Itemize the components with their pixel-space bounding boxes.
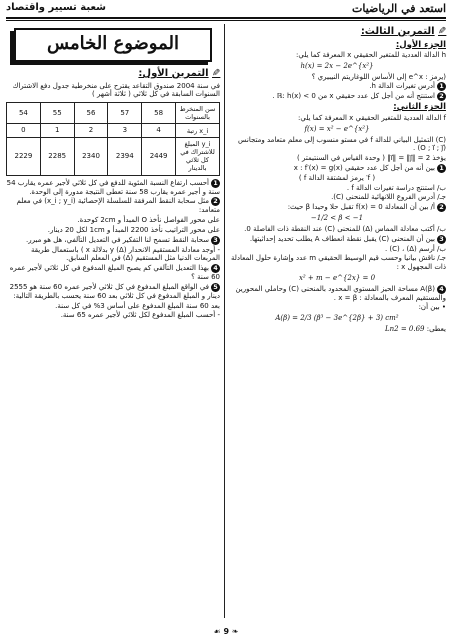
exercise-1-q2: 2مثل سحابة النقط المرفقة للسلسلة الإحصائية (x_i ; y_i) في معلم متعامد: [16, 197, 220, 215]
page-footer [0, 627, 452, 637]
table-row [7, 124, 220, 138]
table-cell: 56 [74, 103, 108, 124]
part-2-q4-show: • بين أن: [418, 303, 446, 312]
left-column [6, 26, 220, 618]
part-2-q3b: ب/ أرسم (Δ) ، (C) . [384, 244, 446, 253]
part-2-title: الجزء الثاني: [393, 102, 446, 113]
table-cell: 57 [108, 103, 142, 124]
part-2-q1: 1بين أنه من أجل كل عدد حقيقي x : f′(x) = g(x) [228, 164, 446, 173]
table-cell: 2340 [74, 138, 108, 176]
pencil-icon: ✎ [437, 26, 446, 37]
page-number: 9 [223, 627, 230, 636]
right-column [228, 26, 446, 618]
beta-inequality: −1/2 < β < −1 [310, 214, 364, 222]
exercise-1-q3a: - أوجد معادلة المستقيم الانحدار (Δ) y بدلالة x ) باستعمال طريقة المربعات الدنيا مثل المستقيم (Δ) في المعلم السابق. [31, 245, 220, 263]
exercise-3-title: ✎ التمرين الثالث: [360, 26, 446, 37]
exercise-1-q2b: على محور التراتيب نأخذ 2200 المبدأ و 1cm لكل 20 دينار. [47, 225, 220, 234]
pension-table [6, 102, 220, 176]
m-equation: x² + m − e^{2x} = 0 [298, 273, 376, 282]
table-cell: 2394 [108, 138, 142, 176]
h-formula: h(x) = 2x − 2e^{x²} [300, 61, 374, 70]
table-row-header: x_i رتبة [176, 124, 220, 138]
exercise-1-intro: في سنة 2004 صندوق التقاعد يقترح على منخرطية جدول دفع الاشتراك السنوات السابقة في كل ثلاثي ( ثلاثة أشهر ) [12, 81, 220, 99]
header-rule-thin [6, 20, 446, 21]
part-2-qb: ب/ استنتج دراسة تغيرات الدالة f . [346, 183, 446, 192]
topic-title: الموضوع الخامس [47, 33, 179, 54]
header-rule [6, 17, 446, 19]
table-row [7, 103, 220, 124]
table-cell: 2229 [7, 138, 41, 176]
part-2-q2b: ب/ أكتب معادلة المماس (Δ) للمنحنى (C) عند النقطة ذات الفاصلة 0. [244, 224, 446, 233]
exercise-1-q1: 1أحسب ارتفاع النسبة المئوية للدفع في كل ثلاثي لأجير عمره يقارب 54 سنة و أجير عمره يقارب 58 سنة تعطى النتيجة مدورة إلى الوحدة. [6, 178, 220, 196]
exercise-1-q5: 5في الواقع المبلغ المدفوع في كل ثلاثي لأجير عمره 60 سنة هو 2555 دينار و المبلغ المدفوع في كل ثلاثي بعد 60 سنة يحسب بالطريقة التالية: [9, 282, 220, 300]
exercise-1-q3: 3سحابة النقط تسمح لنا التفكير في التعديل التآلفي، هل هو مبرر. [6, 236, 220, 245]
exercise-1-q4: 4بهذا التعديل التآلفي كم يصبح المبلغ المدفوع في كل ثلاثي لأجير عمره 60 سنة ؟ [9, 264, 220, 281]
f-formula: f(x) = x² − e^{x²} [304, 124, 370, 133]
part-1-q1: 1أدرس تغيرات الدالة h. [228, 82, 446, 91]
column-divider [224, 24, 225, 618]
exercise-1-q5a: بعد 60 سنة المبلغ المدفوع على أساس 3% في كل سنة. [55, 301, 220, 310]
part-2-q2: 2أ/ بين أن المعادلة f(x) = 0 تقبل حلا وحيدا β حيث: [228, 203, 446, 212]
part-2-qc: جـ/ أدرس الفروع اللانهائية للمنحنى (C). [331, 193, 446, 202]
header-subject: استعد في الرياضيات [351, 2, 446, 15]
area-formula: A(β) = 2/3 (β³ − 3e^{2β} + 3) cm² [275, 314, 399, 322]
footer-ornament-right: ☙ [213, 627, 224, 636]
part-1-q2: 2استنتج أنه من أجل كل عدد حقيقي x من ℝ: h(x) < 0 . [228, 92, 446, 101]
table-cell: 54 [7, 103, 41, 124]
part-1-intro: h الدالة العددية للمتغير الحقيقي x المعرفة كما يلي: [296, 51, 446, 60]
exercise-1-q5b: - أحسب المبلغ المدفوع لكل ثلاثي لأجير عمره 65 سنة. [60, 311, 220, 320]
given-values: يعطى: Ln2 = 0.69 [384, 324, 446, 333]
table-row [7, 138, 220, 176]
part-1-title: الجزء الأول: [395, 39, 446, 50]
part-2-units: يؤخذ 2 = ‖i⃗‖ = ‖j⃗‖ ( وحدة القياس في السنتيمتر ) [297, 154, 446, 162]
part-2-curve: (C) التمثيل البياني للدالة f في مستو منسوب إلى معلم متعامد ومتجانس (O ; i⃗ ; j⃗) . [237, 135, 446, 153]
header-stream: شعبة تسيير واقتصاد [6, 2, 106, 13]
pencil-icon: ✎ [211, 68, 220, 79]
table-row-header: y_i المبلغ للاشتراك في كل ثلاثي بالدينار [176, 138, 220, 176]
table-row-header: سن المنخرط بالسنوات [176, 103, 220, 124]
part-2-q4: 4A(β) مساحة الحيز المستوي المحدود بالمنحنى (C) وحاملي المحورين والمستقيم المعرف بالمعادلة : x = β . [235, 284, 446, 302]
page-header [6, 2, 446, 22]
table-cell: 2285 [40, 138, 74, 176]
exercise-1-title: ✎ التمرين الأول: [138, 68, 220, 79]
part-2-q3c: جـ/ ناقش بيانيا وحسب قيم الوسيط الحقيقي m عدد وإشارة حلول المعادلة ذات المجهول x : [231, 254, 446, 271]
table-cell: 55 [40, 103, 74, 124]
part-2-q3: 3بين أن المنحنى (C) يقبل نقطة انعطاف A يطلب تحديد إحداثيتها. [228, 235, 446, 244]
part-2-intro: f الدالة العددية للمتغير الحقيقي x المعرفة كما يلي: [298, 114, 446, 122]
table-cell: 1 [40, 124, 74, 138]
part-1-note: (يرمز : e^x إلى الأساس اللوغاريتم النيبيري ؟ [311, 72, 446, 81]
table-cell: 2 [74, 124, 108, 138]
table-cell: 58 [142, 103, 176, 124]
footer-ornament-left: ❧ [229, 627, 239, 636]
table-cell: 3 [108, 124, 142, 138]
table-cell: 2449 [142, 138, 176, 176]
table-cell: 4 [142, 124, 176, 138]
table-cell: 0 [7, 124, 41, 138]
topic-banner [14, 28, 212, 62]
exercise-1-q2a: على محور الفواصل نأخذ O المبدأ و 2cm كوحدة. [77, 216, 220, 224]
part-2-q1-note: ( f′ يرمز لمشتقة الدالة f ) [298, 173, 376, 182]
